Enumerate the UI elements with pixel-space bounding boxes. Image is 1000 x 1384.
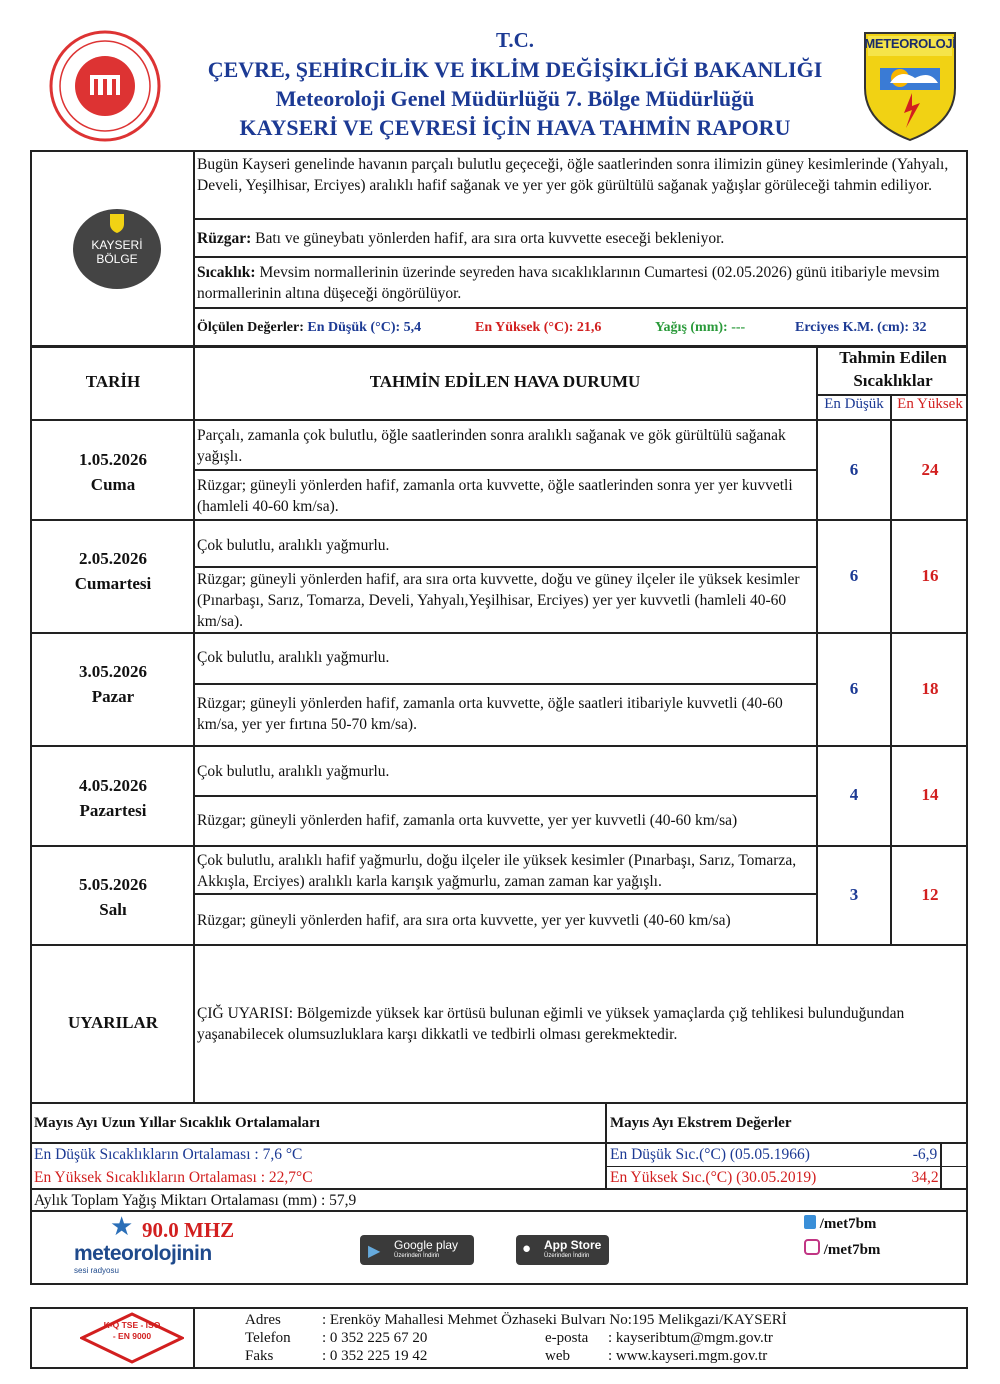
twitter-handle: /met7bm	[819, 1216, 877, 1232]
tc-label: T.C.	[495, 28, 535, 52]
row-4-max: 14	[921, 785, 939, 804]
row-day: Pazar	[91, 687, 135, 706]
row-4-date	[32, 773, 194, 823]
row-1-weather: Parçalı, zamanla çok bulutlu, öğle saatlerinden sonra aralıklı sağanak ve gök gürültülü sağanak yağışlı.	[197, 427, 786, 465]
col-temps-header: Tahmin Edilen Sıcaklıklar	[839, 348, 947, 390]
radio-freq: 90.0 MHZ	[142, 1218, 235, 1242]
row-2-wind: Rüzgar; güneyli yönlerden hafif, ara sıra orta kuvvette, doğu ve güney ilçeler ile yüksek kesimler (Pınarbaşı, Sarız, Tomarza, Develi, Yahyalı,Yeşilhisar, Erciyes) yer yer kuvvetli (hamleli 40-60 km/sa).	[197, 571, 800, 630]
row-2-max: 16	[921, 566, 939, 585]
avg-max: En Yüksek Sıcaklıkların Ortalaması : 22,7°C	[34, 1169, 313, 1186]
ext-title: Mayıs Ayı Ekstrem Değerler	[610, 1115, 792, 1131]
row-5-wind: Rüzgar; güneyli yönlerden hafif, ara sıra orta kuvvette, yer yer kuvvetli (40-60 km/sa)	[197, 912, 731, 929]
ext-max-label: En Yüksek Sıc.(°C) (30.05.2019)	[610, 1169, 817, 1186]
kayseri-bolge-text: KAYSERİ BÖLGE	[91, 238, 143, 266]
row-date: 3.05.2026	[79, 662, 147, 681]
tse-iso-logo	[80, 1312, 184, 1364]
email-value[interactable]: : kayseribtum@mgm.gov.tr	[608, 1330, 773, 1346]
address-label: Adres	[245, 1312, 281, 1328]
instagram-icon	[804, 1239, 820, 1255]
row-5-date	[32, 872, 194, 922]
google-play-label: Google play	[394, 1238, 459, 1252]
warnings-label: UYARILAR	[67, 1013, 159, 1032]
row-4-weather: Çok bulutlu, aralıklı yağmurlu.	[197, 763, 390, 780]
app-store-label: App Store	[544, 1238, 602, 1252]
report-title: KAYSERİ VE ÇEVRESİ İÇİN HAVA TAHMİN RAPORU	[239, 115, 791, 140]
measured-min: En Düşük (°C): 5,4	[307, 320, 422, 335]
tse-iso-text: K-Q TSE - ISO - EN 9000	[103, 1320, 161, 1341]
measured-rain: Yağış (mm): ---	[655, 320, 746, 335]
row-1-wind: Rüzgar; güneyli yönlerden hafif, zamanla orta kuvvette, öğle saatlerinden sonra yer yer kuvvetli (hamleli 40-60 km/sa).	[197, 477, 793, 515]
row-date: 2.05.2026	[79, 549, 147, 568]
summary-wind	[197, 228, 962, 249]
ext-min-value: -6,9	[912, 1146, 938, 1163]
avg-rain: Aylık Toplam Yağış Miktarı Ortalaması (mm) : 57,9	[34, 1192, 357, 1209]
row-2-min: 6	[849, 566, 859, 585]
row-day: Salı	[99, 900, 127, 919]
row-date: 5.05.2026	[79, 875, 147, 894]
meteoroloji-logo-text: METEOROLOJİ	[864, 36, 956, 51]
ext-min-label: En Düşük Sıc.(°C) (05.05.1966)	[610, 1146, 810, 1163]
row-1-max: 24	[921, 460, 939, 479]
twitter-link[interactable]	[804, 1215, 876, 1233]
row-1-date	[32, 447, 194, 497]
directorate-name: Meteoroloji Genel Müdürlüğü 7. Bölge Müdürlüğü	[275, 86, 755, 111]
email-label: e-posta	[545, 1330, 589, 1346]
row-date: 4.05.2026	[79, 776, 147, 795]
row-date: 1.05.2026	[79, 450, 147, 469]
radio-sub: sesi radyosu	[74, 1266, 119, 1275]
twitter-icon	[804, 1215, 816, 1229]
temp-text: Mevsim normallerinin üzerinde seyreden hava sıcaklıklarının Cumartesi (02.05.2026) günü itibariyle mevsim normallerinin altına düşeceği öngörülüyor.	[197, 264, 940, 302]
radio-name: meteorolojinin	[74, 1242, 212, 1265]
row-3-min: 6	[849, 679, 859, 698]
col-min-header: En Düşük	[824, 396, 884, 412]
google-play-button[interactable]	[360, 1235, 474, 1265]
row-5-max: 12	[921, 885, 939, 904]
row-4-min: 4	[849, 785, 859, 804]
measured-erciyes: Erciyes K.M. (cm): 32	[795, 320, 927, 335]
row-day: Cuma	[90, 475, 136, 494]
row-4-wind: Rüzgar; güneyli yönlerden hafif, zamanla orta kuvvette, yer yer kuvvetli (40-60 km/sa)	[197, 812, 738, 829]
row-3-date	[32, 659, 194, 709]
instagram-handle: /met7bm	[823, 1242, 881, 1258]
phone-value: : 0 352 225 67 20	[322, 1330, 428, 1346]
measured-label: Ölçülen Değerler:	[197, 320, 304, 335]
apple-icon: ●	[522, 1240, 532, 1257]
warnings-text: ÇIĞ UYARISI: Bölgemizde yüksek kar örtüsü bulunan eğimli ve yüksek yamaçlarda çığ tehlikesi bulunduğundan yaşanabilecek olumsuzluklara karşı dikkatli ve tedbirli olması gerekmektedir.	[197, 1005, 905, 1043]
ext-max-value: 34,2	[911, 1169, 939, 1186]
row-3-max: 18	[921, 679, 939, 698]
wind-text: Batı ve güneybatı yönlerden hafif, ara sıra orta kuvvette eseceği bekleniyor.	[251, 230, 725, 247]
meteoroloji-logo	[860, 28, 960, 143]
measured-values	[197, 317, 962, 338]
report-header	[170, 26, 860, 142]
google-play-icon: ▶	[368, 1243, 381, 1260]
row-3-wind: Rüzgar; güneyli yönlerden hafif, zamanla orta kuvvette, öğle saatleri itibariyle kuvvetli (40-60 km/sa, yer yer fırtına 50-70 km/sa).	[197, 695, 783, 733]
row-5-weather: Çok bulutlu, aralıklı hafif yağmurlu, doğu ilçeler ile yüksek kesimler (Pınarbaşı, Sarız, Tomarza, Akkışla, Erciyes) aralıklı karla karışık yağmurlu, zaman zaman kar yağışlı.	[197, 852, 797, 890]
app-store-sub: Üzerinden İndirin	[544, 1253, 590, 1259]
fax-value: : 0 352 225 19 42	[322, 1348, 428, 1364]
summary-general: Bugün Kayseri genelinde havanın parçalı bulutlu geçeceği, öğle saatlerinden sonra ilimizin güney kesimlerinde (Yahyalı, Develi, Yeşilhisar, Erciyes) aralıklı hafif sağanak ve yer yer gök gürültülü sağanak yağışlar görüleceği tahmin ediliyor.	[197, 156, 949, 194]
col-date-header: TARİH	[85, 372, 141, 391]
ministry-seal	[40, 30, 170, 142]
app-store-button[interactable]	[516, 1235, 609, 1265]
web-value[interactable]: : www.kayseri.mgm.gov.tr	[608, 1348, 768, 1364]
row-5-min: 3	[849, 885, 859, 904]
row-3-weather: Çok bulutlu, aralıklı yağmurlu.	[197, 649, 390, 666]
address-value: : Erenköy Mahallesi Mehmet Özhaseki Bulvarı No:195 Melikgazi/KAYSERİ	[322, 1312, 787, 1328]
col-max-header: En Yüksek	[897, 396, 963, 412]
star-icon: ★	[110, 1212, 134, 1241]
google-play-sub: Üzerinden İndirin	[394, 1253, 440, 1259]
ministry-name: ÇEVRE, ŞEHİRCİLİK VE İKLİM DEĞİŞİKLİĞİ BAKANLIĞI	[207, 57, 823, 82]
row-2-weather: Çok bulutlu, aralıklı yağmurlu.	[197, 537, 390, 554]
row-day: Pazartesi	[79, 801, 147, 820]
summary-temp	[197, 262, 962, 304]
row-day: Cumartesi	[74, 574, 152, 593]
avg-title: Mayıs Ayı Uzun Yıllar Sıcaklık Ortalamaları	[34, 1115, 320, 1131]
measured-max: En Yüksek (°C): 21,6	[475, 320, 602, 335]
phone-label: Telefon	[245, 1330, 291, 1346]
radio-logo[interactable]	[70, 1212, 250, 1278]
web-label: web	[545, 1348, 570, 1364]
avg-min: En Düşük Sıcaklıkların Ortalaması : 7,6 °C	[34, 1146, 303, 1163]
row-1-min: 6	[849, 460, 859, 479]
instagram-link[interactable]	[804, 1239, 880, 1259]
kayseri-bolge-logo	[72, 208, 162, 290]
fax-label: Faks	[245, 1348, 274, 1364]
wind-label: Rüzgar:	[197, 230, 252, 247]
temp-label: Sıcaklık:	[197, 264, 256, 281]
row-2-date	[32, 546, 194, 596]
col-forecast-header: TAHMİN EDİLEN HAVA DURUMU	[369, 372, 641, 391]
